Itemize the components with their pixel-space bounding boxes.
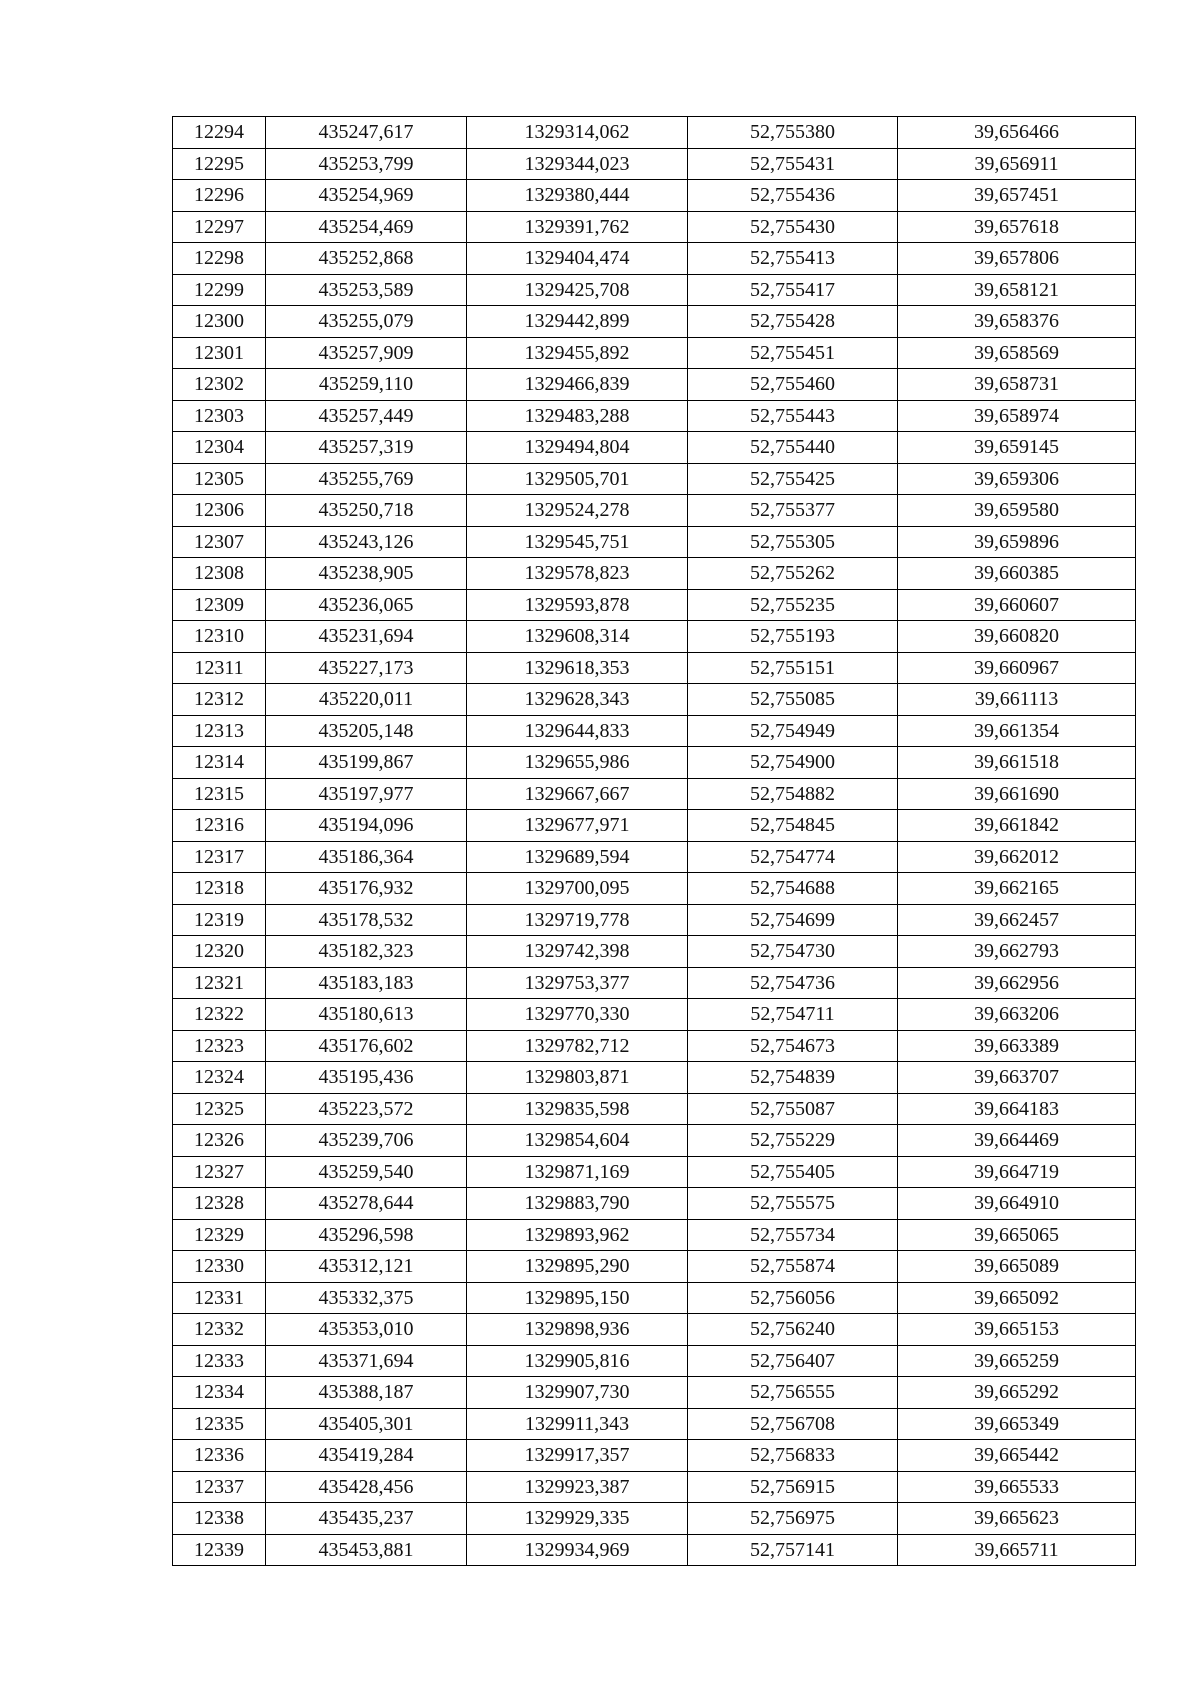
coord-x-cell: 435419,284 (266, 1440, 467, 1472)
coord-y-cell: 1329898,936 (467, 1314, 688, 1346)
point-number-cell: 12329 (173, 1219, 266, 1251)
table-row (173, 1440, 1136, 1472)
coord-x-cell: 435252,868 (266, 243, 467, 275)
table-row (173, 180, 1136, 212)
longitude-cell: 39,665442 (898, 1440, 1136, 1472)
longitude-cell: 39,662012 (898, 841, 1136, 873)
latitude-cell: 52,755440 (688, 432, 898, 464)
coord-y-cell: 1329803,871 (467, 1062, 688, 1094)
longitude-cell: 39,658731 (898, 369, 1136, 401)
table-row (173, 463, 1136, 495)
coord-y-cell: 1329425,708 (467, 274, 688, 306)
point-number-cell: 12307 (173, 526, 266, 558)
coord-y-cell: 1329593,878 (467, 589, 688, 621)
latitude-cell: 52,754774 (688, 841, 898, 873)
coord-x-cell: 435236,065 (266, 589, 467, 621)
latitude-cell: 52,755451 (688, 337, 898, 369)
point-number-cell: 12294 (173, 117, 266, 149)
coord-x-cell: 435255,769 (266, 463, 467, 495)
latitude-cell: 52,756708 (688, 1408, 898, 1440)
coord-y-cell: 1329753,377 (467, 967, 688, 999)
latitude-cell: 52,756555 (688, 1377, 898, 1409)
latitude-cell: 52,755417 (688, 274, 898, 306)
point-number-cell: 12309 (173, 589, 266, 621)
longitude-cell: 39,665623 (898, 1503, 1136, 1535)
latitude-cell: 52,756407 (688, 1345, 898, 1377)
table-row (173, 1471, 1136, 1503)
latitude-cell: 52,755380 (688, 117, 898, 149)
longitude-cell: 39,665533 (898, 1471, 1136, 1503)
point-number-cell: 12319 (173, 904, 266, 936)
coord-x-cell: 435332,375 (266, 1282, 467, 1314)
point-number-cell: 12305 (173, 463, 266, 495)
point-number-cell: 12335 (173, 1408, 266, 1440)
table-row (173, 684, 1136, 716)
point-number-cell: 12310 (173, 621, 266, 653)
point-number-cell: 12326 (173, 1125, 266, 1157)
longitude-cell: 39,665292 (898, 1377, 1136, 1409)
coord-x-cell: 435388,187 (266, 1377, 467, 1409)
longitude-cell: 39,660385 (898, 558, 1136, 590)
table-row (173, 117, 1136, 149)
coord-y-cell: 1329442,899 (467, 306, 688, 338)
coord-x-cell: 435312,121 (266, 1251, 467, 1283)
coord-y-cell: 1329314,062 (467, 117, 688, 149)
coord-y-cell: 1329719,778 (467, 904, 688, 936)
coord-y-cell: 1329455,892 (467, 337, 688, 369)
latitude-cell: 52,755575 (688, 1188, 898, 1220)
coordinates-table (172, 116, 1136, 1566)
coordinates-table-body (173, 117, 1136, 1566)
point-number-cell: 12320 (173, 936, 266, 968)
point-number-cell: 12311 (173, 652, 266, 684)
coord-x-cell: 435371,694 (266, 1345, 467, 1377)
latitude-cell: 52,755431 (688, 148, 898, 180)
longitude-cell: 39,661690 (898, 778, 1136, 810)
longitude-cell: 39,660820 (898, 621, 1136, 653)
coord-y-cell: 1329835,598 (467, 1093, 688, 1125)
point-number-cell: 12303 (173, 400, 266, 432)
table-row (173, 274, 1136, 306)
coord-x-cell: 435176,602 (266, 1030, 467, 1062)
latitude-cell: 52,754839 (688, 1062, 898, 1094)
point-number-cell: 12334 (173, 1377, 266, 1409)
longitude-cell: 39,660967 (898, 652, 1136, 684)
coord-y-cell: 1329391,762 (467, 211, 688, 243)
coord-y-cell: 1329854,604 (467, 1125, 688, 1157)
table-row (173, 1030, 1136, 1062)
coord-y-cell: 1329483,288 (467, 400, 688, 432)
coord-x-cell: 435353,010 (266, 1314, 467, 1346)
latitude-cell: 52,754882 (688, 778, 898, 810)
coord-y-cell: 1329505,701 (467, 463, 688, 495)
coord-y-cell: 1329895,290 (467, 1251, 688, 1283)
latitude-cell: 52,755413 (688, 243, 898, 275)
table-row (173, 148, 1136, 180)
coord-x-cell: 435205,148 (266, 715, 467, 747)
latitude-cell: 52,755085 (688, 684, 898, 716)
table-row (173, 999, 1136, 1031)
table-row (173, 211, 1136, 243)
coord-x-cell: 435428,456 (266, 1471, 467, 1503)
latitude-cell: 52,755443 (688, 400, 898, 432)
point-number-cell: 12302 (173, 369, 266, 401)
latitude-cell: 52,755193 (688, 621, 898, 653)
latitude-cell: 52,754688 (688, 873, 898, 905)
table-row (173, 432, 1136, 464)
table-row (173, 526, 1136, 558)
table-row (173, 337, 1136, 369)
latitude-cell: 52,754900 (688, 747, 898, 779)
point-number-cell: 12339 (173, 1534, 266, 1566)
longitude-cell: 39,664719 (898, 1156, 1136, 1188)
coord-x-cell: 435254,969 (266, 180, 467, 212)
longitude-cell: 39,661113 (898, 684, 1136, 716)
latitude-cell: 52,755087 (688, 1093, 898, 1125)
coord-y-cell: 1329524,278 (467, 495, 688, 527)
latitude-cell: 52,754673 (688, 1030, 898, 1062)
latitude-cell: 52,755430 (688, 211, 898, 243)
latitude-cell: 52,754711 (688, 999, 898, 1031)
coord-x-cell: 435231,694 (266, 621, 467, 653)
coord-x-cell: 435176,932 (266, 873, 467, 905)
coord-x-cell: 435435,237 (266, 1503, 467, 1535)
table-row (173, 306, 1136, 338)
coord-y-cell: 1329871,169 (467, 1156, 688, 1188)
coord-y-cell: 1329608,314 (467, 621, 688, 653)
point-number-cell: 12318 (173, 873, 266, 905)
longitude-cell: 39,658974 (898, 400, 1136, 432)
table-row (173, 1503, 1136, 1535)
table-row (173, 936, 1136, 968)
table-row (173, 715, 1136, 747)
table-row (173, 1314, 1136, 1346)
table-row (173, 967, 1136, 999)
coord-x-cell: 435195,436 (266, 1062, 467, 1094)
table-row (173, 1156, 1136, 1188)
coord-y-cell: 1329782,712 (467, 1030, 688, 1062)
coord-y-cell: 1329618,353 (467, 652, 688, 684)
coord-x-cell: 435197,977 (266, 778, 467, 810)
coord-x-cell: 435259,540 (266, 1156, 467, 1188)
coord-x-cell: 435194,096 (266, 810, 467, 842)
point-number-cell: 12324 (173, 1062, 266, 1094)
longitude-cell: 39,663389 (898, 1030, 1136, 1062)
longitude-cell: 39,665089 (898, 1251, 1136, 1283)
point-number-cell: 12332 (173, 1314, 266, 1346)
coord-x-cell: 435257,319 (266, 432, 467, 464)
latitude-cell: 52,754949 (688, 715, 898, 747)
coord-y-cell: 1329667,667 (467, 778, 688, 810)
table-row (173, 1188, 1136, 1220)
latitude-cell: 52,755377 (688, 495, 898, 527)
latitude-cell: 52,756240 (688, 1314, 898, 1346)
table-row (173, 1219, 1136, 1251)
coord-y-cell: 1329907,730 (467, 1377, 688, 1409)
latitude-cell: 52,756833 (688, 1440, 898, 1472)
table-row (173, 841, 1136, 873)
coord-y-cell: 1329905,816 (467, 1345, 688, 1377)
coord-x-cell: 435183,183 (266, 967, 467, 999)
point-number-cell: 12308 (173, 558, 266, 590)
table-row (173, 652, 1136, 684)
table-row (173, 747, 1136, 779)
longitude-cell: 39,662457 (898, 904, 1136, 936)
coord-y-cell: 1329644,833 (467, 715, 688, 747)
latitude-cell: 52,756975 (688, 1503, 898, 1535)
coord-y-cell: 1329466,839 (467, 369, 688, 401)
coord-y-cell: 1329578,823 (467, 558, 688, 590)
coord-x-cell: 435255,079 (266, 306, 467, 338)
latitude-cell: 52,757141 (688, 1534, 898, 1566)
latitude-cell: 52,754699 (688, 904, 898, 936)
point-number-cell: 12323 (173, 1030, 266, 1062)
table-row (173, 873, 1136, 905)
latitude-cell: 52,754730 (688, 936, 898, 968)
longitude-cell: 39,659896 (898, 526, 1136, 558)
point-number-cell: 12330 (173, 1251, 266, 1283)
longitude-cell: 39,665711 (898, 1534, 1136, 1566)
longitude-cell: 39,661842 (898, 810, 1136, 842)
point-number-cell: 12338 (173, 1503, 266, 1535)
coord-x-cell: 435278,644 (266, 1188, 467, 1220)
coord-y-cell: 1329380,444 (467, 180, 688, 212)
longitude-cell: 39,665349 (898, 1408, 1136, 1440)
latitude-cell: 52,754845 (688, 810, 898, 842)
longitude-cell: 39,663707 (898, 1062, 1136, 1094)
coord-x-cell: 435257,449 (266, 400, 467, 432)
coord-y-cell: 1329911,343 (467, 1408, 688, 1440)
point-number-cell: 12316 (173, 810, 266, 842)
longitude-cell: 39,656466 (898, 117, 1136, 149)
point-number-cell: 12304 (173, 432, 266, 464)
table-row (173, 1345, 1136, 1377)
latitude-cell: 52,755874 (688, 1251, 898, 1283)
coord-x-cell: 435247,617 (266, 117, 467, 149)
latitude-cell: 52,755235 (688, 589, 898, 621)
table-row (173, 400, 1136, 432)
table-row (173, 1408, 1136, 1440)
longitude-cell: 39,657451 (898, 180, 1136, 212)
coord-y-cell: 1329494,804 (467, 432, 688, 464)
point-number-cell: 12312 (173, 684, 266, 716)
coord-x-cell: 435220,011 (266, 684, 467, 716)
latitude-cell: 52,755460 (688, 369, 898, 401)
coord-y-cell: 1329655,986 (467, 747, 688, 779)
point-number-cell: 12328 (173, 1188, 266, 1220)
point-number-cell: 12322 (173, 999, 266, 1031)
table-row (173, 1093, 1136, 1125)
longitude-cell: 39,658121 (898, 274, 1136, 306)
longitude-cell: 39,665065 (898, 1219, 1136, 1251)
coord-y-cell: 1329923,387 (467, 1471, 688, 1503)
point-number-cell: 12325 (173, 1093, 266, 1125)
table-row (173, 589, 1136, 621)
coord-x-cell: 435239,706 (266, 1125, 467, 1157)
coord-x-cell: 435227,173 (266, 652, 467, 684)
coord-y-cell: 1329404,474 (467, 243, 688, 275)
longitude-cell: 39,659145 (898, 432, 1136, 464)
point-number-cell: 12298 (173, 243, 266, 275)
point-number-cell: 12295 (173, 148, 266, 180)
coord-y-cell: 1329895,150 (467, 1282, 688, 1314)
latitude-cell: 52,756056 (688, 1282, 898, 1314)
table-row (173, 904, 1136, 936)
longitude-cell: 39,665153 (898, 1314, 1136, 1346)
point-number-cell: 12337 (173, 1471, 266, 1503)
point-number-cell: 12331 (173, 1282, 266, 1314)
coord-x-cell: 435453,881 (266, 1534, 467, 1566)
longitude-cell: 39,662956 (898, 967, 1136, 999)
coord-y-cell: 1329545,751 (467, 526, 688, 558)
coord-y-cell: 1329344,023 (467, 148, 688, 180)
coord-x-cell: 435238,905 (266, 558, 467, 590)
coord-x-cell: 435250,718 (266, 495, 467, 527)
coord-x-cell: 435296,598 (266, 1219, 467, 1251)
latitude-cell: 52,755305 (688, 526, 898, 558)
point-number-cell: 12321 (173, 967, 266, 999)
latitude-cell: 52,755734 (688, 1219, 898, 1251)
coord-y-cell: 1329677,971 (467, 810, 688, 842)
coord-x-cell: 435253,799 (266, 148, 467, 180)
latitude-cell: 52,755405 (688, 1156, 898, 1188)
table-row (173, 243, 1136, 275)
table-row (173, 1251, 1136, 1283)
longitude-cell: 39,659306 (898, 463, 1136, 495)
longitude-cell: 39,664910 (898, 1188, 1136, 1220)
coord-y-cell: 1329893,962 (467, 1219, 688, 1251)
longitude-cell: 39,659580 (898, 495, 1136, 527)
coord-y-cell: 1329883,790 (467, 1188, 688, 1220)
coord-y-cell: 1329689,594 (467, 841, 688, 873)
latitude-cell: 52,755229 (688, 1125, 898, 1157)
point-number-cell: 12300 (173, 306, 266, 338)
table-row (173, 1062, 1136, 1094)
table-row (173, 558, 1136, 590)
coord-x-cell: 435259,110 (266, 369, 467, 401)
longitude-cell: 39,658569 (898, 337, 1136, 369)
point-number-cell: 12333 (173, 1345, 266, 1377)
longitude-cell: 39,661518 (898, 747, 1136, 779)
coord-y-cell: 1329628,343 (467, 684, 688, 716)
coord-x-cell: 435223,572 (266, 1093, 467, 1125)
longitude-cell: 39,665092 (898, 1282, 1136, 1314)
point-number-cell: 12306 (173, 495, 266, 527)
point-number-cell: 12327 (173, 1156, 266, 1188)
coord-x-cell: 435180,613 (266, 999, 467, 1031)
point-number-cell: 12315 (173, 778, 266, 810)
longitude-cell: 39,656911 (898, 148, 1136, 180)
point-number-cell: 12314 (173, 747, 266, 779)
table-row (173, 1377, 1136, 1409)
point-number-cell: 12297 (173, 211, 266, 243)
latitude-cell: 52,755436 (688, 180, 898, 212)
longitude-cell: 39,660607 (898, 589, 1136, 621)
longitude-cell: 39,663206 (898, 999, 1136, 1031)
coord-y-cell: 1329917,357 (467, 1440, 688, 1472)
coord-y-cell: 1329700,095 (467, 873, 688, 905)
table-row (173, 495, 1136, 527)
point-number-cell: 12313 (173, 715, 266, 747)
table-row (173, 1282, 1136, 1314)
latitude-cell: 52,755425 (688, 463, 898, 495)
coord-x-cell: 435182,323 (266, 936, 467, 968)
longitude-cell: 39,657618 (898, 211, 1136, 243)
table-row (173, 1125, 1136, 1157)
longitude-cell: 39,661354 (898, 715, 1136, 747)
table-row (173, 810, 1136, 842)
coord-y-cell: 1329770,330 (467, 999, 688, 1031)
coord-x-cell: 435253,589 (266, 274, 467, 306)
latitude-cell: 52,755428 (688, 306, 898, 338)
longitude-cell: 39,658376 (898, 306, 1136, 338)
point-number-cell: 12336 (173, 1440, 266, 1472)
coord-x-cell: 435178,532 (266, 904, 467, 936)
coord-y-cell: 1329929,335 (467, 1503, 688, 1535)
longitude-cell: 39,664469 (898, 1125, 1136, 1157)
point-number-cell: 12317 (173, 841, 266, 873)
latitude-cell: 52,755151 (688, 652, 898, 684)
coord-x-cell: 435186,364 (266, 841, 467, 873)
table-row (173, 621, 1136, 653)
longitude-cell: 39,657806 (898, 243, 1136, 275)
latitude-cell: 52,755262 (688, 558, 898, 590)
coord-x-cell: 435243,126 (266, 526, 467, 558)
table-row (173, 778, 1136, 810)
point-number-cell: 12301 (173, 337, 266, 369)
latitude-cell: 52,754736 (688, 967, 898, 999)
longitude-cell: 39,662165 (898, 873, 1136, 905)
longitude-cell: 39,662793 (898, 936, 1136, 968)
point-number-cell: 12299 (173, 274, 266, 306)
point-number-cell: 12296 (173, 180, 266, 212)
table-row (173, 369, 1136, 401)
longitude-cell: 39,664183 (898, 1093, 1136, 1125)
table-row (173, 1534, 1136, 1566)
coord-x-cell: 435257,909 (266, 337, 467, 369)
coord-y-cell: 1329742,398 (467, 936, 688, 968)
coord-x-cell: 435199,867 (266, 747, 467, 779)
longitude-cell: 39,665259 (898, 1345, 1136, 1377)
latitude-cell: 52,756915 (688, 1471, 898, 1503)
coord-x-cell: 435254,469 (266, 211, 467, 243)
coord-y-cell: 1329934,969 (467, 1534, 688, 1566)
coord-x-cell: 435405,301 (266, 1408, 467, 1440)
